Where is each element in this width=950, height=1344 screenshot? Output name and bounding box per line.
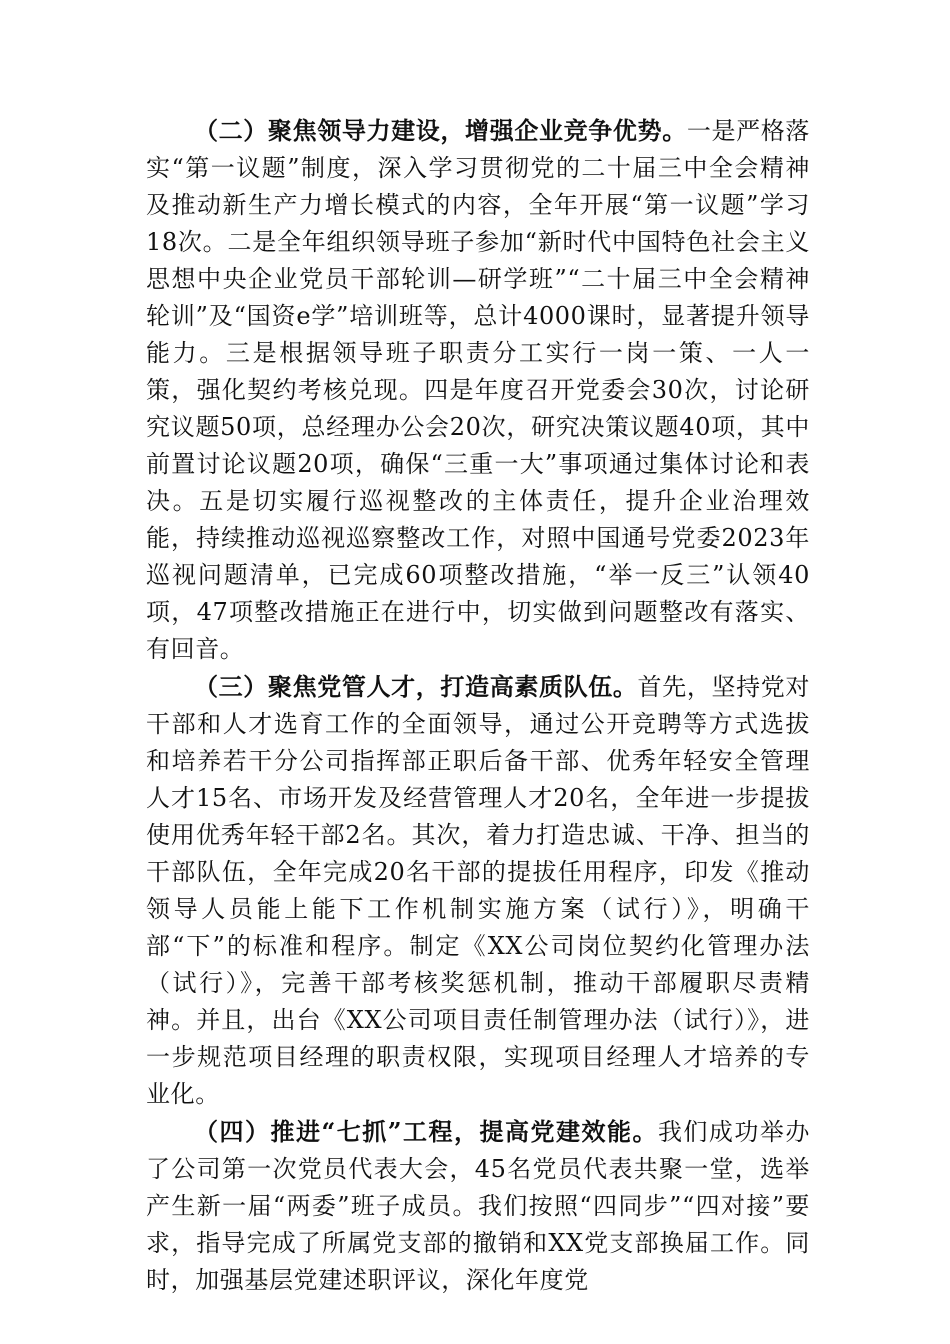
- paragraph-talent: [146, 668, 810, 1113]
- paragraph-heading: （四）推进“七抓”工程，提高党建效能。: [194, 1117, 658, 1146]
- paragraph-text: 我们成功举办了公司第一次党员代表大会，45名党员代表共聚一堂，选举产生新一届“两委”班子成员。我们按照“四同步”“四对接”要求，指导完成了所属党支部的撤销和XX党支部换届工作。同时，加强基层党建述职评议，深化年度党: [146, 1118, 810, 1294]
- document-body: [146, 112, 810, 1299]
- paragraph-party-building: [146, 1113, 810, 1299]
- paragraph-leadership: [146, 112, 810, 668]
- paragraph-text: 首先，坚持党对干部和人才选育工作的全面领导，通过公开竞聘等方式选拔和培养若干分公司指挥部正职后备干部、优秀年轻安全管理人才15名、市场开发及经营管理人才20名，全年进一步提拔使用优秀年轻干部2名。其次，着力打造忠诚、干净、担当的干部队伍，全年完成20名干部的提拔任用程序，印发《推动领导人员能上能下工作机制实施方案（试行）》，明确干部“下”的标准和程序。制定《XX公司岗位契约化管理办法（试行）》，完善干部考核奖惩机制，推动干部履职尽责精神。并且，出台《XX公司项目责任制管理办法（试行）》，进一步规范项目经理的职责权限，实现项目经理人才培养的专业化。: [146, 673, 810, 1108]
- paragraph-text: 一是严格落实“第一议题”制度，深入学习贯彻党的二十届三中全会精神及推动新生产力增长模式的内容，全年开展“第一议题”学习18次。二是全年组织领导班子参加“新时代中国特色社会主义思想中央企业党员干部轮训—研学班”“二十届三中全会精神轮训”及“国资e学”培训班等，总计4000课时，显著提升领导能力。三是根据领导班子职责分工实行一岗一策、一人一策，强化契约考核兑现。四是年度召开党委会30次，讨论研究议题50项，总经理办公会20次，研究决策议题40项，其中前置讨论议题20项，确保“三重一大”事项通过集体讨论和表决。五是切实履行巡视整改的主体责任，提升企业治理效能，持续推动巡视巡察整改工作，对照中国通号党委2023年巡视问题清单，已完成60项整改措施，“举一反三”认领40项，47项整改措施正在进行中，切实做到问题整改有落实、有回音。: [146, 117, 811, 663]
- paragraph-heading: （三）聚焦党管人才，打造高素质队伍。: [194, 672, 638, 701]
- paragraph-heading: （二）聚焦领导力建设，增强企业竞争优势。: [194, 116, 687, 145]
